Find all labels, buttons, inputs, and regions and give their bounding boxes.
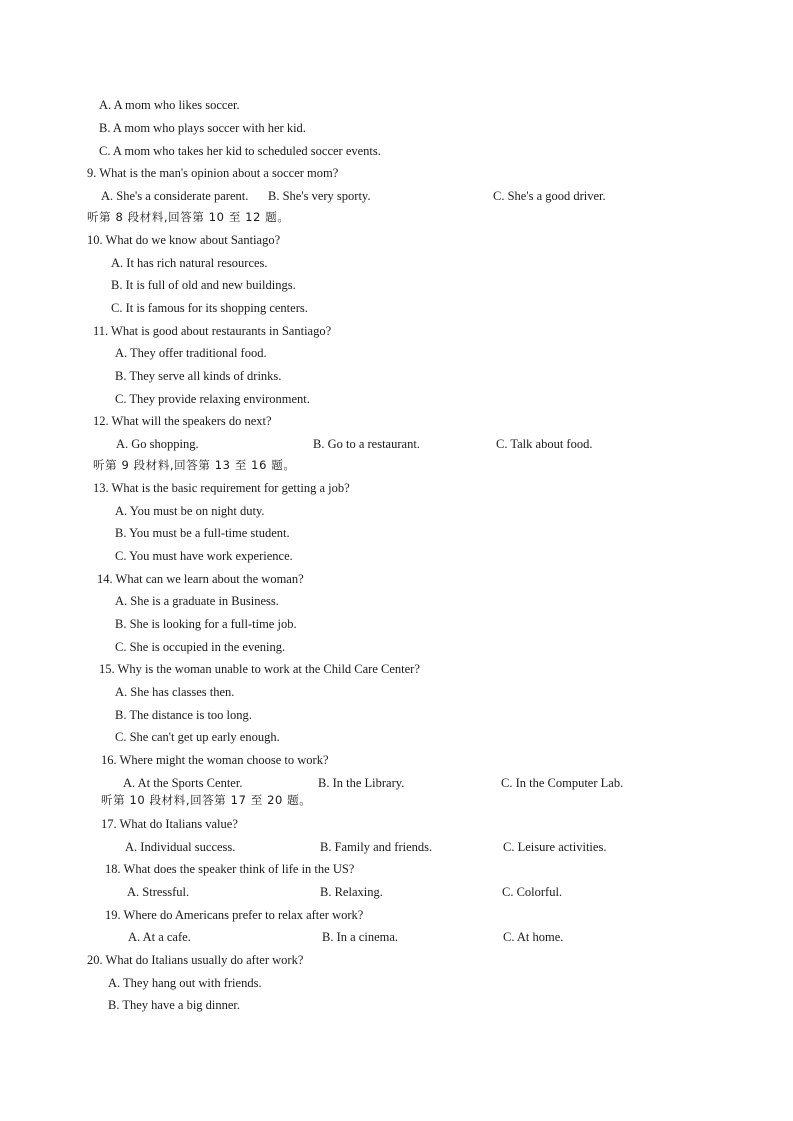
q13-option-b: B. You must be a full-time student. [115,526,290,540]
q13-option-c: C. You must have work experience. [115,549,293,563]
q14-option-b: B. She is looking for a full-time job. [115,617,297,631]
q14-option-c: C. She is occupied in the evening. [115,640,286,654]
q15-option-a: A. She has classes then. [115,685,235,699]
q8-option-a: A. A mom who likes soccer. [99,98,240,112]
q15-option-b: B. The distance is too long. [115,708,252,722]
section-heading-8: 听第 8 段材料,回答第 10 至 12 题。 [87,210,290,224]
q17-question: 17. What do Italians value? [101,817,238,831]
q11-option-a: A. They offer traditional food. [115,346,267,360]
q13-question: 13. What is the basic requirement for getting a job? [93,481,350,495]
q14-option-a: A. She is a graduate in Business. [115,594,279,608]
q19-option-c: C. At home. [503,930,564,944]
q17-option-b: B. Family and friends. [320,840,433,854]
q10-option-c: C. It is famous for its shopping centers. [111,301,308,315]
q9-option-c: C. She's a good driver. [493,189,606,203]
section-heading-10: 听第 10 段材料,回答第 17 至 20 题。 [101,793,312,807]
q20-option-b: B. They have a big dinner. [108,998,241,1012]
q10-option-b: B. It is full of old and new buildings. [111,278,296,292]
q8-option-b: B. A mom who plays soccer with her kid. [99,121,306,135]
q16-option-b: B. In the Library. [318,776,405,790]
q11-option-c: C. They provide relaxing environment. [115,392,310,406]
q19-question: 19. Where do Americans prefer to relax after work? [105,908,364,922]
q14-question: 14. What can we learn about the woman? [97,572,304,586]
q17-option-a: A. Individual success. [125,840,236,854]
q9-option-b: B. She's very sporty. [268,189,371,203]
q18-question: 18. What does the speaker think of life in the US? [105,862,355,876]
q12-option-c: C. Talk about food. [496,437,593,451]
q19-option-a: A. At a cafe. [128,930,191,944]
q9-option-a: A. She's a considerate parent. [101,189,249,203]
q16-question: 16. Where might the woman choose to work? [101,753,329,767]
q10-question: 10. What do we know about Santiago? [87,233,281,247]
q18-option-b: B. Relaxing. [320,885,383,899]
q10-option-a: A. It has rich natural resources. [111,256,268,270]
q20-option-a: A. They hang out with friends. [108,976,262,990]
q13-option-a: A. You must be on night duty. [115,504,265,518]
q11-question: 11. What is good about restaurants in Santiago? [93,324,332,338]
q9-question: 9. What is the man's opinion about a soccer mom? [87,166,339,180]
q17-option-c: C. Leisure activities. [503,840,607,854]
q16-option-c: C. In the Computer Lab. [501,776,624,790]
q16-option-a: A. At the Sports Center. [123,776,243,790]
q15-option-c: C. She can't get up early enough. [115,730,280,744]
q19-option-b: B. In a cinema. [322,930,399,944]
q15-question: 15. Why is the woman unable to work at the Child Care Center? [99,662,420,676]
q12-question: 12. What will the speakers do next? [93,414,272,428]
q20-question: 20. What do Italians usually do after work? [87,953,304,967]
q8-option-c: C. A mom who takes her kid to scheduled soccer events. [99,144,381,158]
q18-option-c: C. Colorful. [502,885,563,899]
section-heading-9: 听第 9 段材料,回答第 13 至 16 题。 [93,458,296,472]
q12-option-a: A. Go shopping. [116,437,199,451]
q12-option-b: B. Go to a restaurant. [313,437,420,451]
q18-option-a: A. Stressful. [127,885,190,899]
q11-option-b: B. They serve all kinds of drinks. [115,369,282,383]
